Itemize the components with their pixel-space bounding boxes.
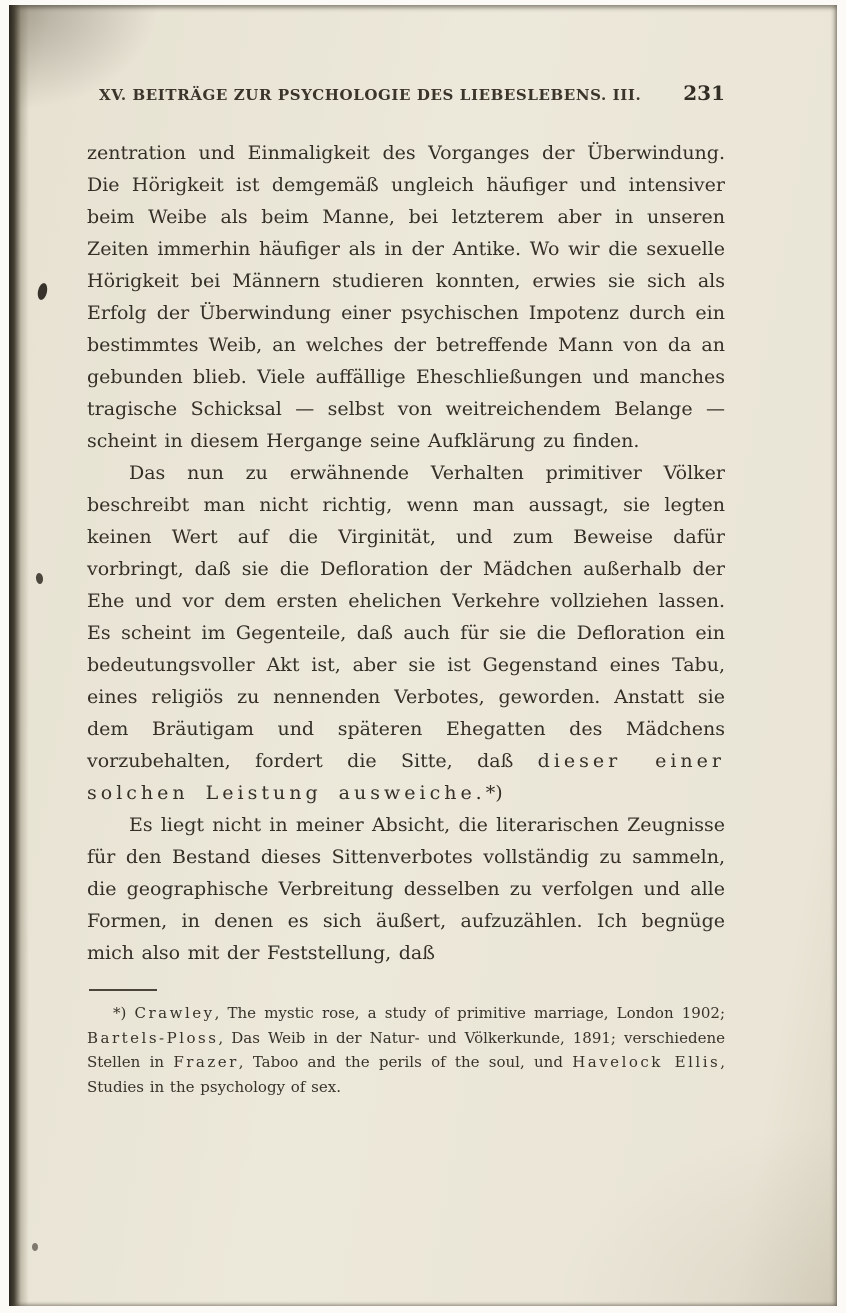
footnote-run: , The mystic rose, a study of primitive marriage, London 1902; <box>214 1004 725 1022</box>
chapter-title: XV. BEITRÄGE ZUR PSYCHOLOGIE DES LIEBESLEBENS. III. <box>99 86 642 104</box>
page-content <box>87 81 725 1099</box>
footnote-run: , Studies in the psychology of sex. <box>87 1053 725 1096</box>
running-header <box>87 81 725 105</box>
footnote-author-crawley: Crawley <box>134 1004 215 1022</box>
footnote-run: , Das Weib in der Natur- und Völkerkunde, 1891; verschiedene Stellen in <box>87 1028 725 1071</box>
footnote-text <box>87 1001 725 1099</box>
scanned-page <box>9 5 837 1306</box>
paragraph-2-text: Das nun zu erwähnende Verhalten primitiver Völker beschreibt man nicht richtig, wenn man aussagt, sie legten keinen Wert auf die Virginität, und zum Beweise dafür vorbringt, daß sie die Defloration der Mädchen außerhalb der Ehe und vor dem ersten ehelichen Verkehre vollziehen lassen. Es scheint im Gegenteile, daß auch für sie die Defloration ein bedeutungsvoller Akt ist, aber sie ist Gegenstand eines Tabu, eines religiös zu nennenden Verbotes, geworden. Anstatt sie dem Bräutigam und späteren Ehegatten des Mädchens vorzubehalten, fordert die Sitte, daß <box>87 462 725 772</box>
footnote-reference: *) <box>485 782 503 804</box>
paragraph-1: zentration und Einmaligkeit des Vorganges der Überwindung. Die Hörigkeit ist demgemäß ungleich häufiger und intensiver beim Weibe als beim Manne, bei letzterem aber in unseren Zeiten immerhin häufiger als in der Antike. Wo wir die sexuelle Hörigkeit bei Männern studieren konnten, erwies sie sich als Erfolg der Überwindung einer psychischen Impotenz durch ein bestimmtes Weib, an welches der betreffende Mann von da an gebunden blieb. Viele auffällige Eheschließungen und manches tragische Schicksal — selbst von weitreichendem Belange — scheint in diesem Hergange seine Aufklärung zu finden. <box>87 142 725 452</box>
footnote-run: , Taboo and the perils of the soul, und <box>238 1053 573 1071</box>
emphasized-text: dieser einer solchen Leistung ausweiche. <box>87 750 725 804</box>
ink-spot <box>35 573 43 585</box>
book-gutter-shadow <box>9 5 29 1306</box>
ink-spot <box>36 282 48 300</box>
paragraph-3: Es liegt nicht in meiner Absicht, die literarischen Zeugnisse für den Bestand dieses Sittenverbotes vollständig zu sammeln, die geographische Verbreitung desselben zu verfolgen und alle Formen, in denen es sich äußert, aufzuzählen. Ich begnüge mich also mit der Feststellung, daß <box>87 814 725 964</box>
footnote-author-havelock-ellis: Havelock Ellis <box>572 1053 721 1071</box>
ink-spot <box>32 1243 38 1251</box>
footnote-marker: *) <box>113 1004 135 1022</box>
footnote-author-bartels-ploss: Bartels-Ploss <box>87 1028 219 1047</box>
footnote-section <box>87 989 725 1099</box>
footnote-author-frazer: Frazer <box>173 1053 239 1071</box>
footnote-rule <box>89 989 157 991</box>
page-number: 231 <box>683 81 725 105</box>
paragraph-2 <box>87 457 725 809</box>
body-text <box>87 137 725 969</box>
